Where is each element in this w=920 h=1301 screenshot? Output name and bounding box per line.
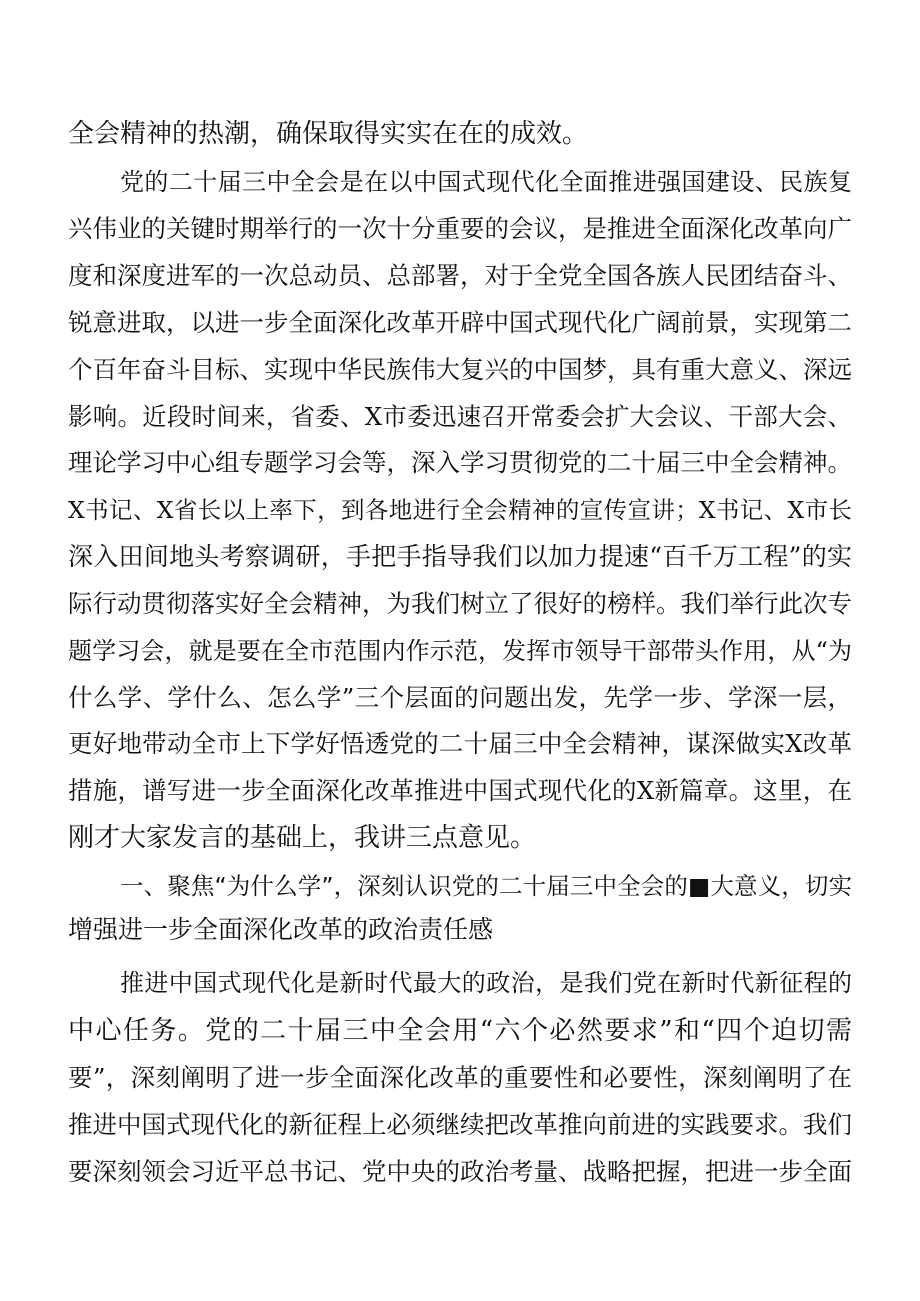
paragraph-line: 度和深度进军的一次总动员、总部署，对于全党全国各族人民团结奋斗、 xyxy=(68,261,852,290)
paragraph-line: 深入田间地头考察调研，手把手指导我们以加力提速“百千万工程”的实 xyxy=(68,542,852,571)
paragraph-line: 要深刻领会习近平总书记、党中央的政治考量、战略把握，把进一步全面 xyxy=(68,1157,852,1186)
paragraph-line: 锐意进取，以进一步全面深化改革开辟中国式现代化广阔前景，实现第二 xyxy=(68,308,852,337)
paragraph-line: 措施，谱写进一步全面深化改革推进中国式现代化的X新篇章。这里，在 xyxy=(68,776,852,805)
paragraph-line: X书记、X省长以上率下，到各地进行全会精神的宣传宣讲；X书记、X市长 xyxy=(68,496,852,524)
section-heading-line: 增强进一步全面深化改革的政治责任感 xyxy=(68,915,494,944)
paragraph-line: 推进中国式现代化是新时代最大的政治，是我们党在新时代新征程的 xyxy=(120,969,852,997)
paragraph-line: 全会精神的热潮，确保取得实实在在的成效。 xyxy=(68,119,589,149)
section-heading-line: 一、聚焦“为什么学”，深刻认识党的二十届三中全会的■大意义，切实 xyxy=(120,872,852,900)
paragraph-line: 刚才大家发言的基础上，我讲三点意见。 xyxy=(68,823,537,853)
paragraph-line: 更好地带动全市上下学好悟透党的二十届三中全会精神，谋深做实X改革 xyxy=(68,729,852,758)
paragraph-line: 题学习会，就是要在全市范围内作示范，发挥市领导干部带头作用，从“为 xyxy=(68,637,852,665)
paragraph-line: 影响。近段时间来，省委、X市委迅速召开常委会扩大会议、干部大会、 xyxy=(68,402,852,431)
paragraph-line: 中心任务。党的二十届三中全会用“六个必然要求”和“四个迫切需 xyxy=(68,1016,852,1046)
paragraph-line: 推进中国式现代化的新征程上必须继续把改革推向前进的实践要求。我们 xyxy=(68,1110,852,1139)
paragraph-line: 什么学、学什么、怎么学”三个层面的问题出发，先学一步、学深一层， xyxy=(68,683,852,712)
paragraph-line: 党的二十届三中全会是在以中国式现代化全面推进强国建设、民族复 xyxy=(120,168,852,196)
paragraph-line: 际行动贯彻落实好全会精神，为我们树立了很好的榜样。我们举行此次专 xyxy=(68,589,852,618)
paragraph-line: 个百年奋斗目标、实现中华民族伟大复兴的中国梦，具有重大意义、深远 xyxy=(68,355,852,384)
paragraph-line: 要”，深刻阐明了进一步全面深化改革的重要性和必要性，深刻阐明了在 xyxy=(68,1063,852,1092)
paragraph-line: 兴伟业的关键时期举行的一次十分重要的会议，是推进全面深化改革向广 xyxy=(68,214,852,243)
paragraph-line: 理论学习中心组专题学习会等，深入学习贯彻党的二十届三中全会精神。 xyxy=(68,448,852,477)
